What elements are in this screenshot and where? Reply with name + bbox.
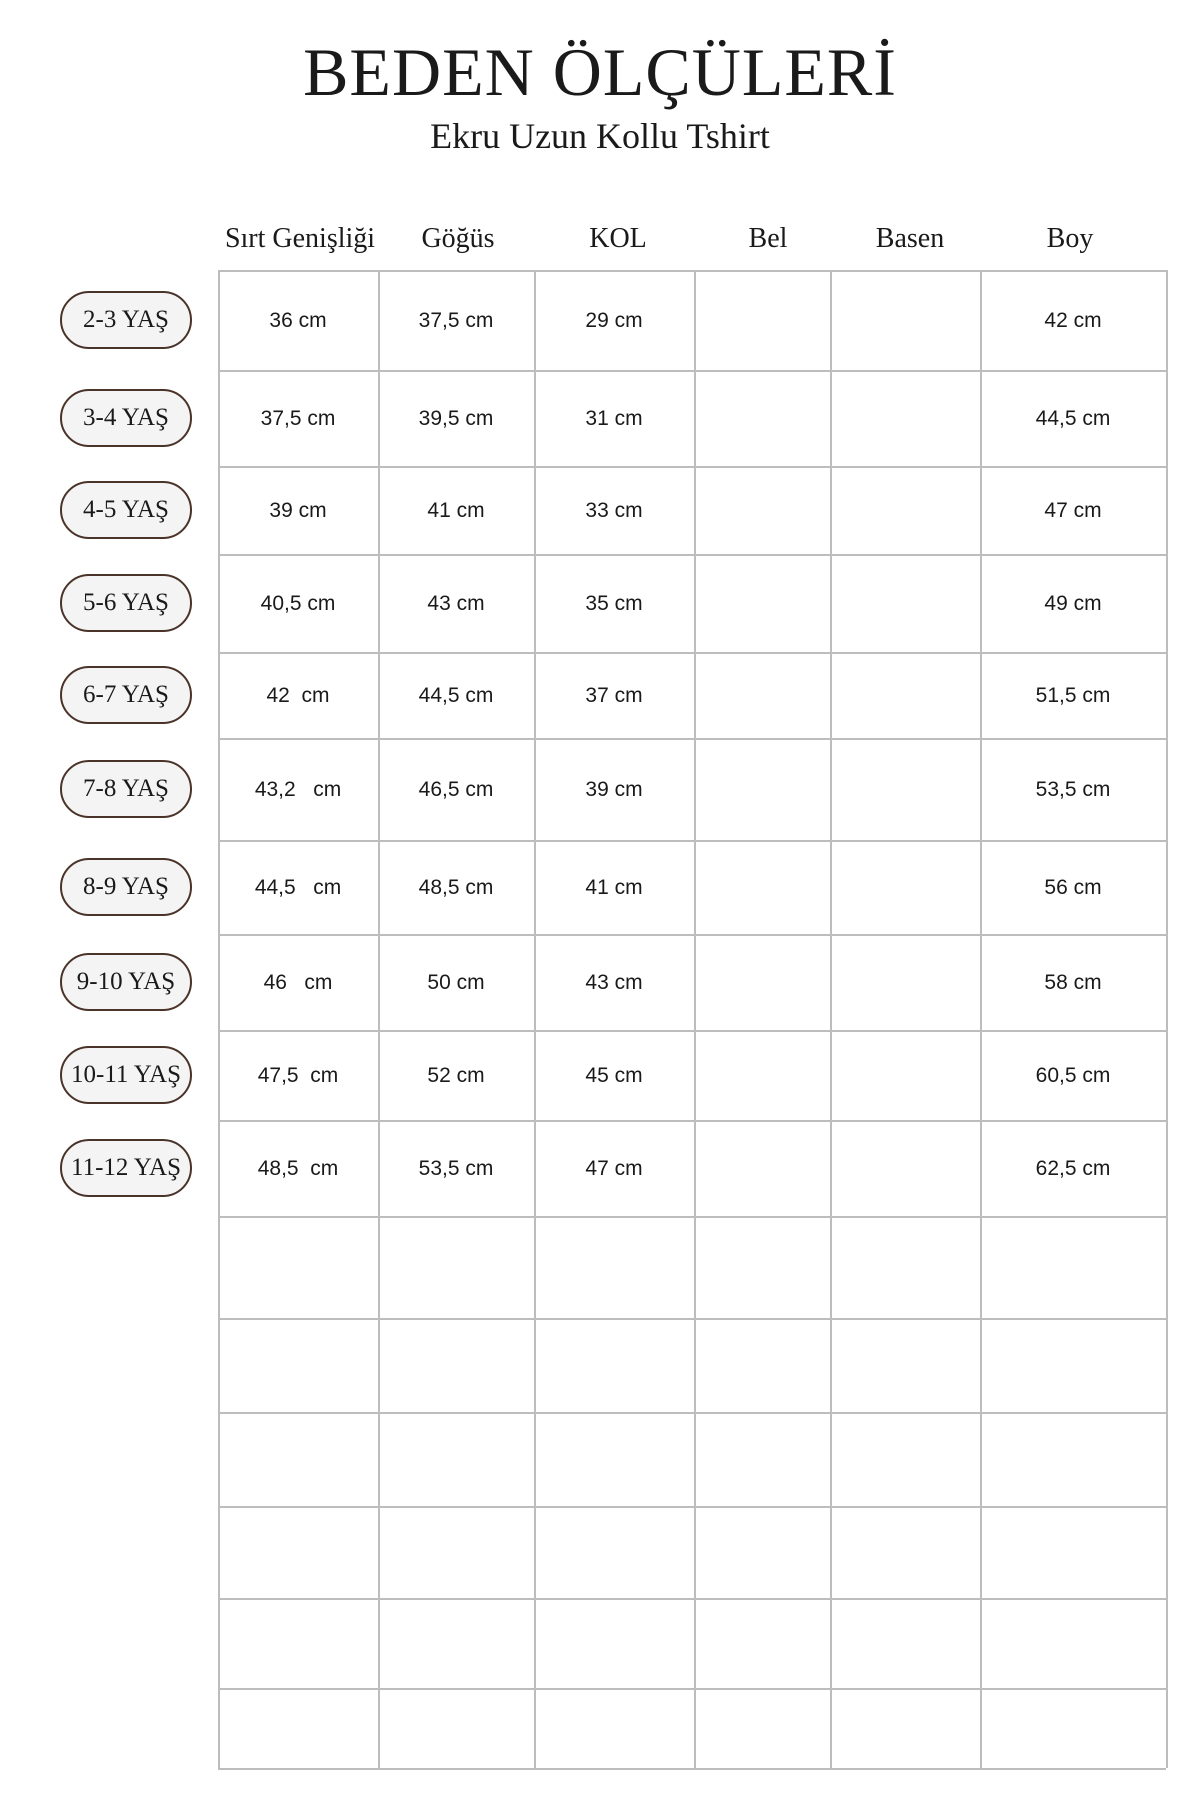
size-label-pill: 8-9 YAŞ	[60, 858, 192, 916]
table-cell-boy: 56 cm	[1044, 876, 1102, 899]
size-label-pill: 9-10 YAŞ	[60, 953, 192, 1011]
grid-column-line	[694, 270, 696, 1768]
grid-column-line	[534, 270, 536, 1768]
grid-row-line	[218, 1030, 1166, 1032]
table-cell-boy: 49 cm	[1044, 592, 1102, 615]
grid-row-line	[218, 934, 1166, 936]
column-header-kol: KOL	[589, 223, 647, 254]
grid-column-line	[980, 270, 982, 1768]
table-cell-sirt: 36 cm	[269, 309, 327, 332]
table-cell-kol: 39 cm	[585, 778, 643, 801]
grid-row-line	[218, 554, 1166, 556]
grid-row-line	[218, 1412, 1166, 1414]
table-cell-sirt: 46 cm	[263, 971, 333, 994]
table-cell-sirt: 42 cm	[266, 684, 330, 707]
grid-column-line	[378, 270, 380, 1768]
table-cell-kol: 43 cm	[585, 971, 643, 994]
table-cell-gogus: 48,5 cm	[418, 876, 494, 899]
table-cell-gogus: 41 cm	[427, 499, 485, 522]
table-cell-boy: 44,5 cm	[1035, 407, 1111, 430]
column-header-sirt: Sırt Genişliği	[224, 223, 376, 254]
table-cell-boy: 53,5 cm	[1035, 778, 1111, 801]
grid-row-line	[218, 270, 1166, 272]
table-cell-kol: 29 cm	[585, 309, 643, 332]
grid-row-line	[218, 840, 1166, 842]
table-cell-kol: 41 cm	[585, 876, 643, 899]
grid-row-line	[218, 1216, 1166, 1218]
column-header-gogus: Göğüs	[421, 223, 495, 254]
table-cell-sirt: 40,5 cm	[260, 592, 336, 615]
grid-column-line	[218, 270, 220, 1768]
table-cell-gogus: 50 cm	[427, 971, 485, 994]
table-cell-boy: 42 cm	[1044, 309, 1102, 332]
size-label-pill: 7-8 YAŞ	[60, 760, 192, 818]
table-cell-kol: 35 cm	[585, 592, 643, 615]
table-cell-gogus: 43 cm	[427, 592, 485, 615]
column-header-boy: Boy	[1046, 223, 1094, 254]
table-cell-gogus: 53,5 cm	[418, 1157, 494, 1180]
table-cell-gogus: 37,5 cm	[418, 309, 494, 332]
table-cell-sirt: 47,5 cm	[257, 1064, 339, 1087]
table-cell-gogus: 52 cm	[427, 1064, 485, 1087]
grid-column-line	[1166, 270, 1168, 1768]
page-subtitle: Ekru Uzun Kollu Tshirt	[430, 116, 770, 156]
size-label-pill: 5-6 YAŞ	[60, 574, 192, 632]
table-cell-gogus: 46,5 cm	[418, 778, 494, 801]
grid-row-line	[218, 738, 1166, 740]
size-label-pill: 3-4 YAŞ	[60, 389, 192, 447]
grid-row-line	[218, 1318, 1166, 1320]
size-label-pill: 11-12 YAŞ	[60, 1139, 192, 1197]
table-cell-kol: 33 cm	[585, 499, 643, 522]
size-label-pill: 2-3 YAŞ	[60, 291, 192, 349]
grid-column-line	[830, 270, 832, 1768]
page-title: BEDEN ÖLÇÜLERİ	[303, 34, 897, 110]
grid-row-line	[218, 370, 1166, 372]
table-cell-sirt: 48,5 cm	[257, 1157, 339, 1180]
table-cell-gogus: 39,5 cm	[418, 407, 494, 430]
table-cell-boy: 62,5 cm	[1035, 1157, 1111, 1180]
table-cell-boy: 58 cm	[1044, 971, 1102, 994]
grid-row-line	[218, 1688, 1166, 1690]
table-cell-kol: 37 cm	[585, 684, 643, 707]
column-header-basen: Basen	[875, 223, 945, 254]
grid-row-line	[218, 1120, 1166, 1122]
column-header-bel: Bel	[748, 223, 788, 254]
table-cell-kol: 31 cm	[585, 407, 643, 430]
grid-row-line	[218, 1506, 1166, 1508]
grid-row-line	[218, 466, 1166, 468]
table-cell-sirt: 44,5 cm	[254, 876, 342, 899]
grid-row-line	[218, 652, 1166, 654]
table-cell-boy: 51,5 cm	[1035, 684, 1111, 707]
table-cell-boy: 47 cm	[1044, 499, 1102, 522]
grid-row-line	[218, 1598, 1166, 1600]
table-cell-sirt: 37,5 cm	[260, 407, 336, 430]
grid-row-line	[218, 1768, 1166, 1770]
table-cell-sirt: 39 cm	[269, 499, 327, 522]
table-cell-gogus: 44,5 cm	[418, 684, 494, 707]
size-label-pill: 6-7 YAŞ	[60, 666, 192, 724]
table-cell-boy: 60,5 cm	[1035, 1064, 1111, 1087]
table-cell-kol: 45 cm	[585, 1064, 643, 1087]
table-cell-sirt: 43,2 cm	[254, 778, 342, 801]
size-label-pill: 10-11 YAŞ	[60, 1046, 192, 1104]
table-cell-kol: 47 cm	[585, 1157, 643, 1180]
size-label-pill: 4-5 YAŞ	[60, 481, 192, 539]
